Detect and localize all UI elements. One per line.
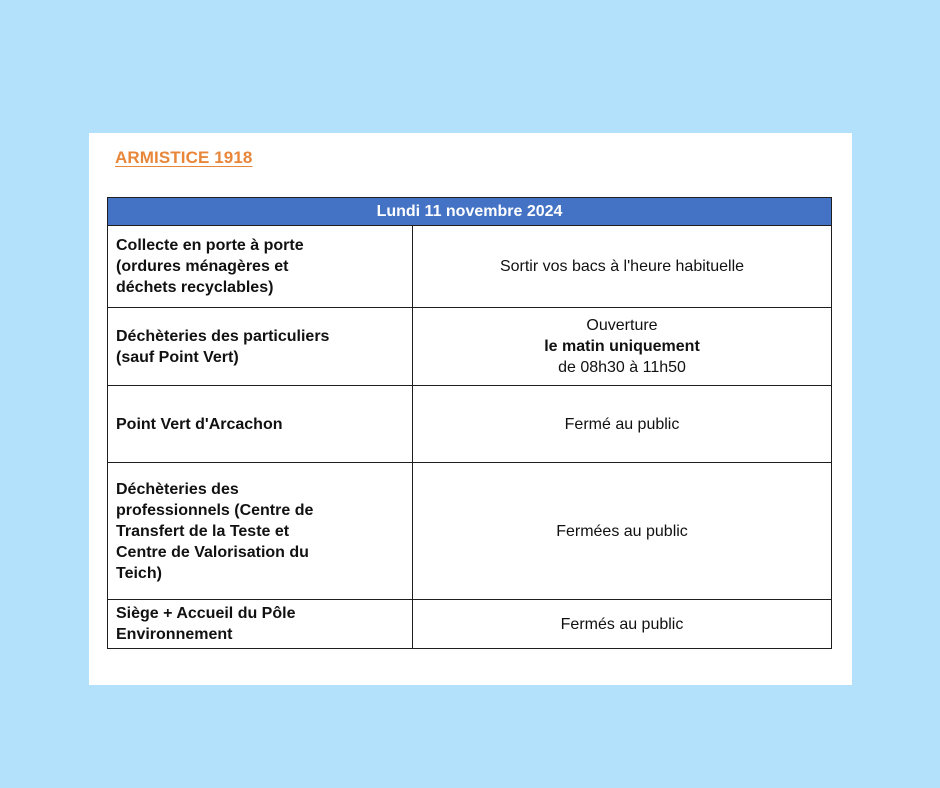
row-value: Fermées au public xyxy=(413,463,832,600)
row-label-line: (ordures ménagères et xyxy=(116,258,289,275)
row-label xyxy=(108,600,413,649)
table-row xyxy=(108,386,832,463)
row-label-line: Point Vert d'Arcachon xyxy=(116,415,283,433)
row-label-line: Siège + Accueil du Pôle xyxy=(116,605,296,622)
table-row xyxy=(108,463,832,600)
table-header-date: Lundi 11 novembre 2024 xyxy=(108,198,832,226)
row-label-line: professionnels (Centre de xyxy=(116,501,314,519)
table-row xyxy=(108,226,832,308)
row-value-line-emphasis: le matin uniquement xyxy=(544,338,700,355)
table-row xyxy=(108,308,832,386)
row-label xyxy=(108,463,413,600)
schedule-table xyxy=(107,197,832,649)
row-label xyxy=(108,226,413,308)
row-label xyxy=(108,308,413,386)
row-label xyxy=(108,386,413,463)
row-label-line: Teich) xyxy=(116,564,162,582)
row-label-line: Centre de Valorisation du xyxy=(116,543,309,561)
row-label-line: Transfert de la Teste et xyxy=(116,522,290,540)
row-label-line: Déchèteries des particuliers xyxy=(116,327,330,345)
table-header-row xyxy=(108,198,832,226)
row-value-line: Ouverture xyxy=(586,317,658,334)
row-label-line: Déchèteries des xyxy=(116,480,239,498)
row-label-line: (sauf Point Vert) xyxy=(116,348,239,366)
row-label-line: Collecte en porte à porte xyxy=(116,237,304,254)
row-value xyxy=(413,308,832,386)
page-title: ARMISTICE 1918 xyxy=(115,148,253,167)
table-row xyxy=(108,600,832,649)
row-label-line: déchets recyclables) xyxy=(116,279,274,296)
row-label-line: Environnement xyxy=(116,626,233,643)
row-value: Fermé au public xyxy=(413,386,832,463)
row-value: Fermés au public xyxy=(413,600,832,649)
row-value: Sortir vos bacs à l'heure habituelle xyxy=(413,226,832,308)
document-card xyxy=(89,133,852,685)
row-value-line: de 08h30 à 11h50 xyxy=(558,359,686,376)
